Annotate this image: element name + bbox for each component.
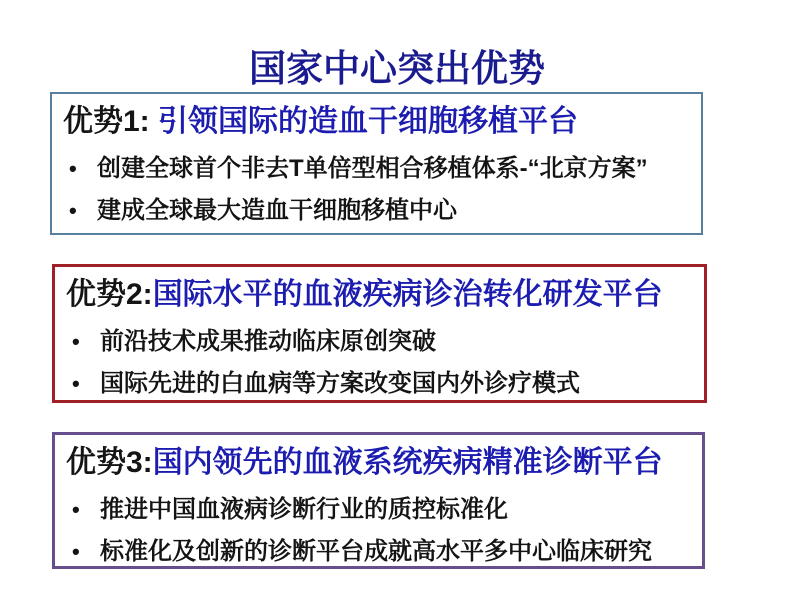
bullet-marker: • — [69, 198, 77, 223]
bullet-marker: • — [69, 156, 77, 181]
advantage-3-heading — [66, 443, 702, 482]
advantage-1-bullet-list — [52, 155, 701, 225]
page-title: 国家中心突出优势 — [249, 47, 545, 89]
bullet-text: 推进中国血液病诊断行业的质控标准化 — [100, 496, 508, 523]
bullet-item — [52, 155, 701, 183]
advantage-box-3 — [52, 432, 705, 569]
bullet-item — [55, 328, 704, 356]
bullet-item — [52, 197, 701, 225]
advantage-3-bullet-list — [55, 496, 702, 566]
bullet-marker: • — [72, 371, 80, 396]
advantage-box-1 — [50, 92, 703, 235]
advantage-2-heading — [66, 275, 704, 314]
bullet-text: 标准化及创新的诊断平台成就高水平多中心临床研究 — [100, 538, 652, 565]
bullet-item — [55, 370, 704, 398]
bullet-text: 创建全球首个非去T单倍型相合移植体系-“北京方案” — [97, 155, 648, 182]
bullet-marker: • — [72, 497, 80, 522]
advantage-2-label: 优势2: — [66, 278, 153, 311]
advantage-3-label: 优势3: — [66, 446, 153, 479]
advantage-2-heading-text: 国际水平的血液疾病诊治转化研发平台 — [152, 278, 663, 311]
advantage-3-heading-text: 国内领先的血液系统疾病精准诊断平台 — [152, 446, 663, 479]
advantage-box-2 — [52, 264, 707, 403]
bullet-marker: • — [72, 329, 80, 354]
bullet-item — [55, 538, 702, 566]
bullet-item — [55, 496, 702, 524]
advantage-1-heading — [63, 102, 701, 141]
bullet-text: 建成全球最大造血干细胞移植中心 — [97, 197, 457, 224]
bullet-text: 国际先进的白血病等方案改变国内外诊疗模式 — [100, 370, 580, 397]
advantage-2-bullet-list — [55, 328, 704, 398]
advantage-1-heading-text: 引领国际的造血干细胞移植平台 — [158, 105, 579, 138]
bullet-marker: • — [72, 539, 80, 564]
bullet-text: 前沿技术成果推动临床原创突破 — [100, 328, 436, 355]
advantage-1-label: 优势1: — [63, 105, 159, 138]
